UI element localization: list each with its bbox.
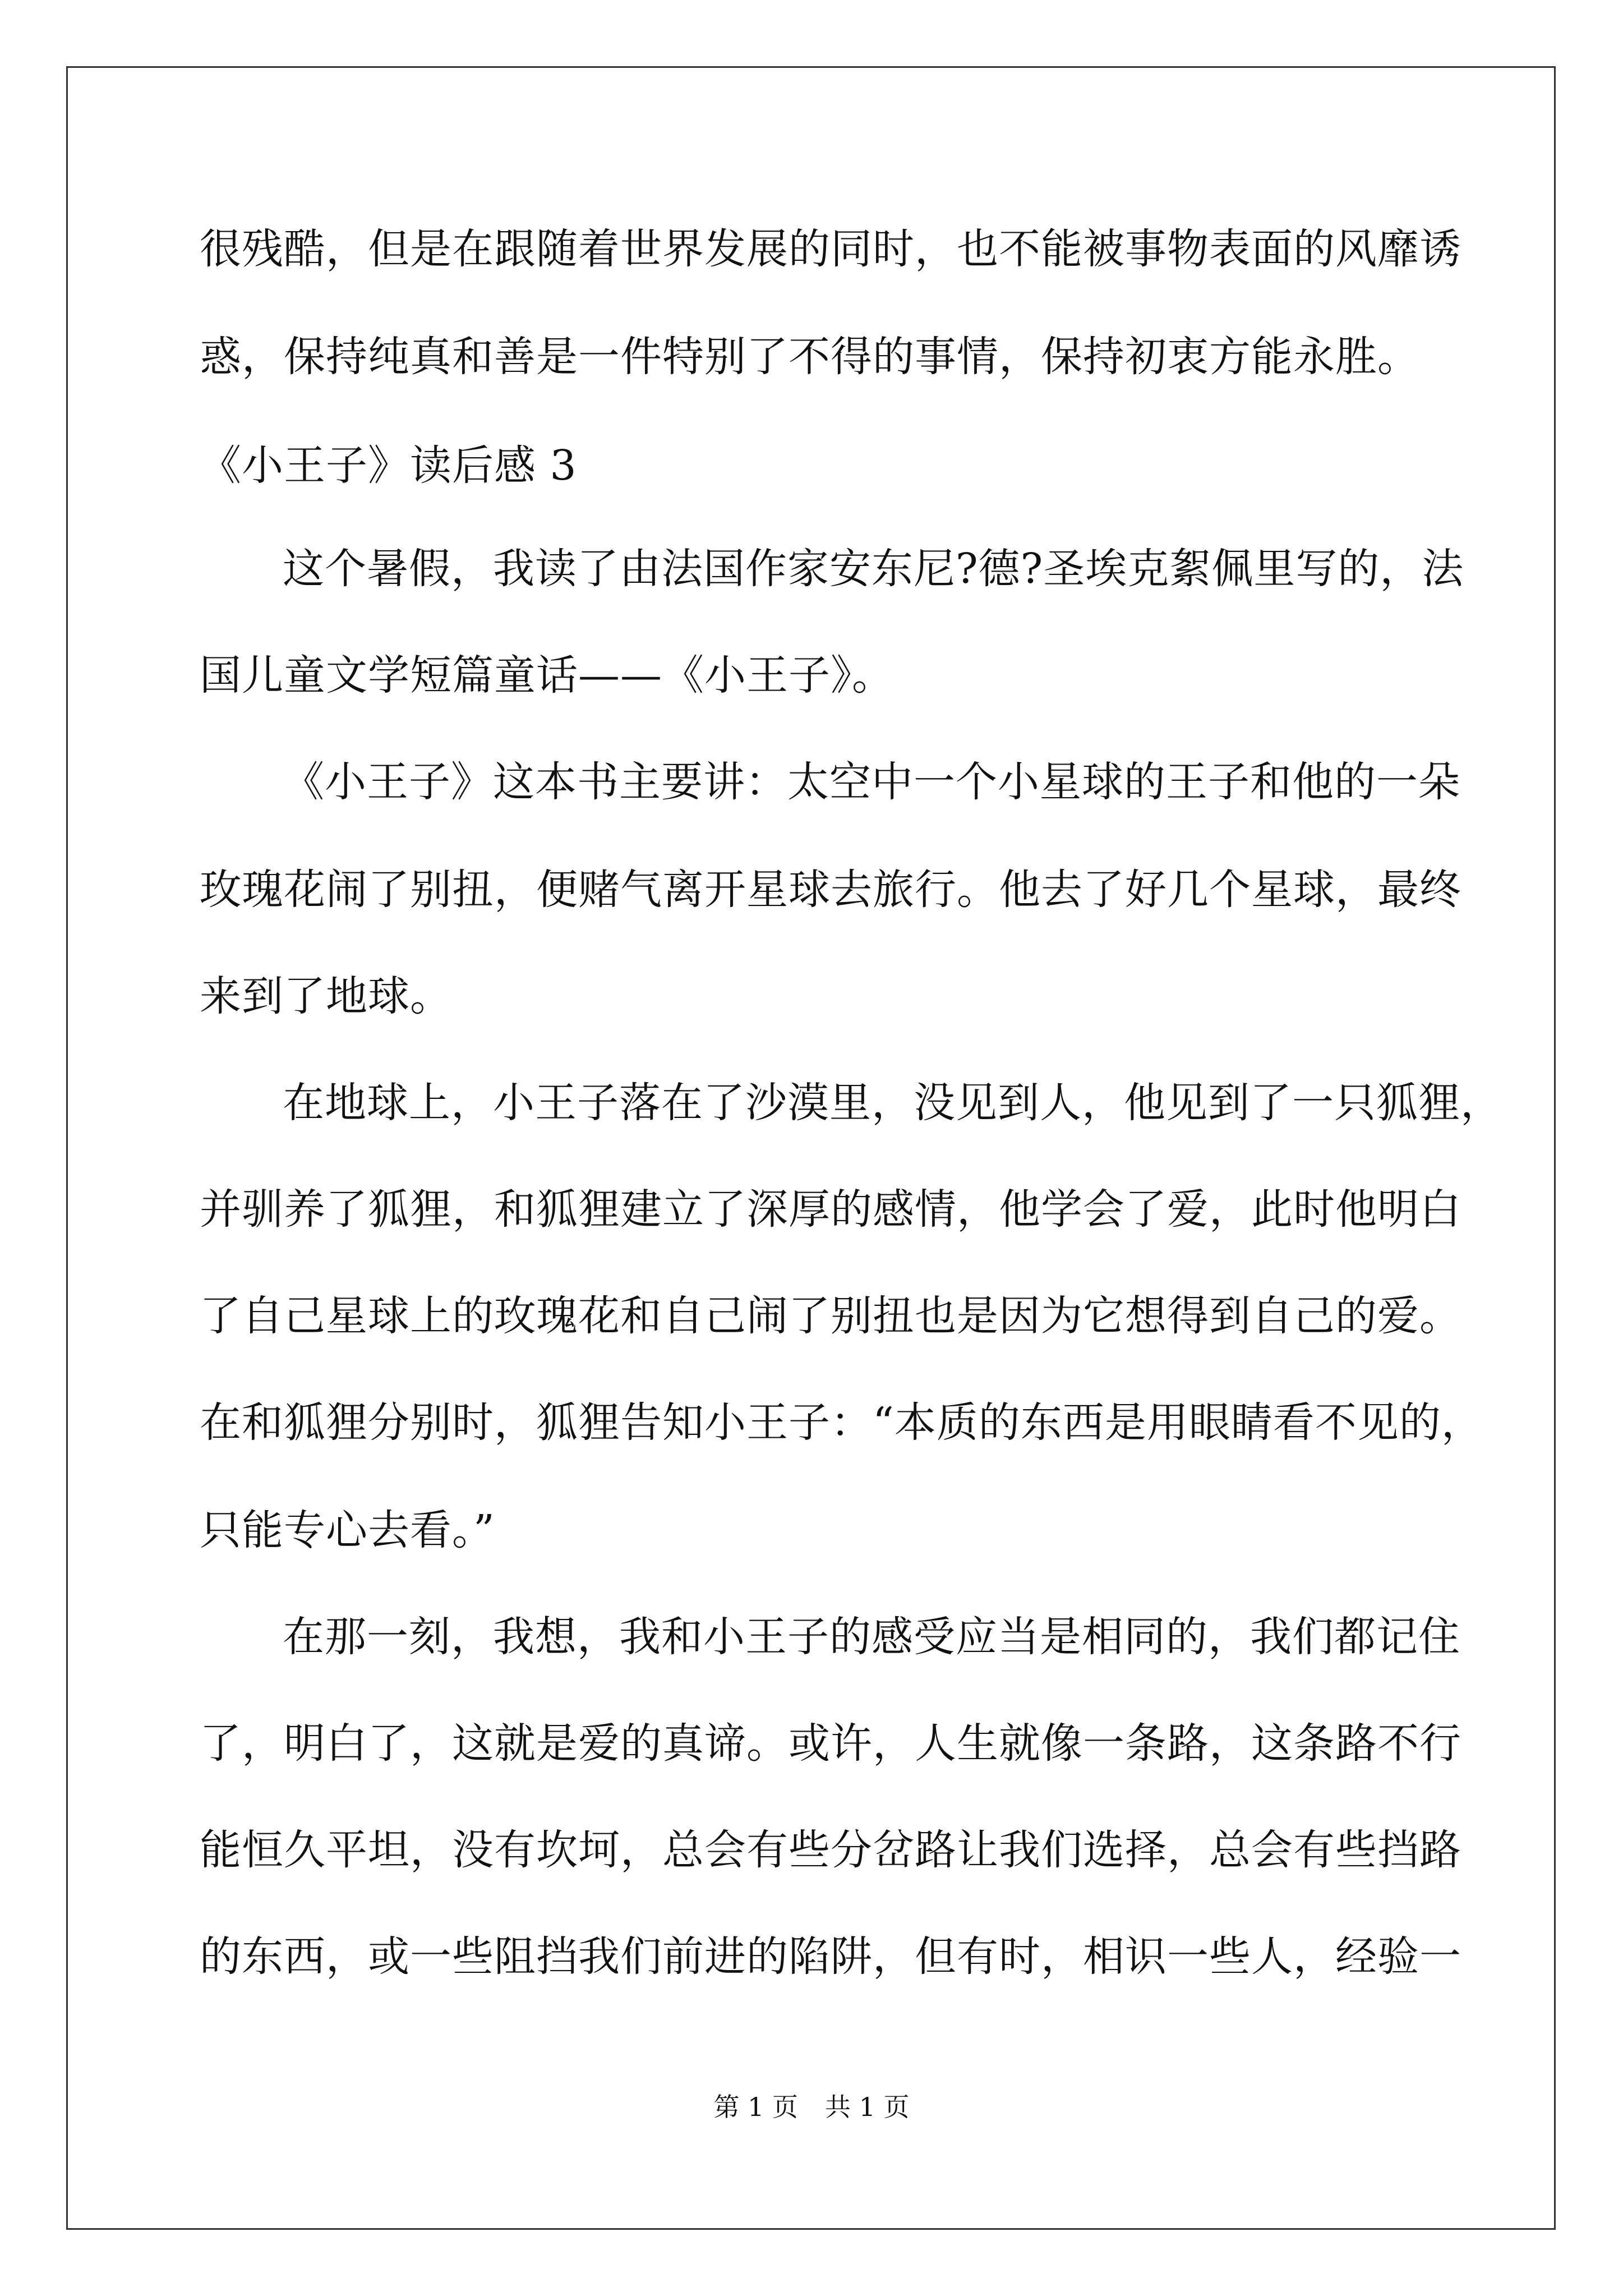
text-line: 能恒久平坦，没有坎坷，总会有些分岔路让我们选择，总会有些挡路 — [200, 1826, 1461, 1874]
text-line: 并驯养了狐狸，和狐狸建立了深厚的感情，他学会了爱，此时他明白 — [200, 1185, 1461, 1234]
text-line: 的东西，或一些阻挡我们前进的陷阱，但有时，相识一些人，经验一 — [200, 1932, 1461, 1981]
text-line: 只能专心去看。” — [200, 1506, 495, 1554]
text-line: 《小王子》这本书主要讲：太空中一个小星球的王子和他的一朵 — [283, 758, 1460, 806]
text-line: 这个暑假，我读了由法国作家安东尼?德?圣埃克絮佩里写的，法 — [283, 545, 1464, 593]
text-line: 国儿童文学短篇童话——《小王子》。 — [200, 651, 894, 700]
text-line: 在地球上，小王子落在了沙漠里，没见到人，他见到了一只狐狸， — [283, 1079, 1502, 1127]
text-line: 玫瑰花闹了别扭，便赌气离开星球去旅行。他去了好几个星球，最终 — [200, 866, 1461, 914]
text-line: 在那一刻，我想，我和小王子的感受应当是相同的，我们都记住 — [283, 1613, 1460, 1661]
page-border — [66, 66, 1556, 2230]
text-line: 了，明白了，这就是爱的真谛。或许，人生就像一条路，这条路不行 — [200, 1719, 1461, 1768]
page-footer — [0, 2091, 1623, 2123]
text-line: 很残酷，但是在跟随着世界发展的同时，也不能被事物表面的风靡诱 — [200, 225, 1461, 273]
text-line: 了自己星球上的玫瑰花和自己闹了别扭也是因为它想得到自己的爱。 — [200, 1292, 1461, 1340]
text-line: 来到了地球。 — [200, 972, 452, 1020]
page-number-current: 第 1 页 — [713, 2092, 798, 2122]
text-line: 在和狐狸分别时，狐狸告知小王子：“本质的东西是用眼睛看不见的， — [200, 1398, 1483, 1447]
page-number-total: 共 1 页 — [825, 2092, 910, 2122]
text-line: 惑，保持纯真和善是一件特别了不得的事情，保持初衷方能永胜。 — [200, 333, 1419, 381]
section-heading: 《小王子》读后感 3 — [200, 441, 577, 490]
